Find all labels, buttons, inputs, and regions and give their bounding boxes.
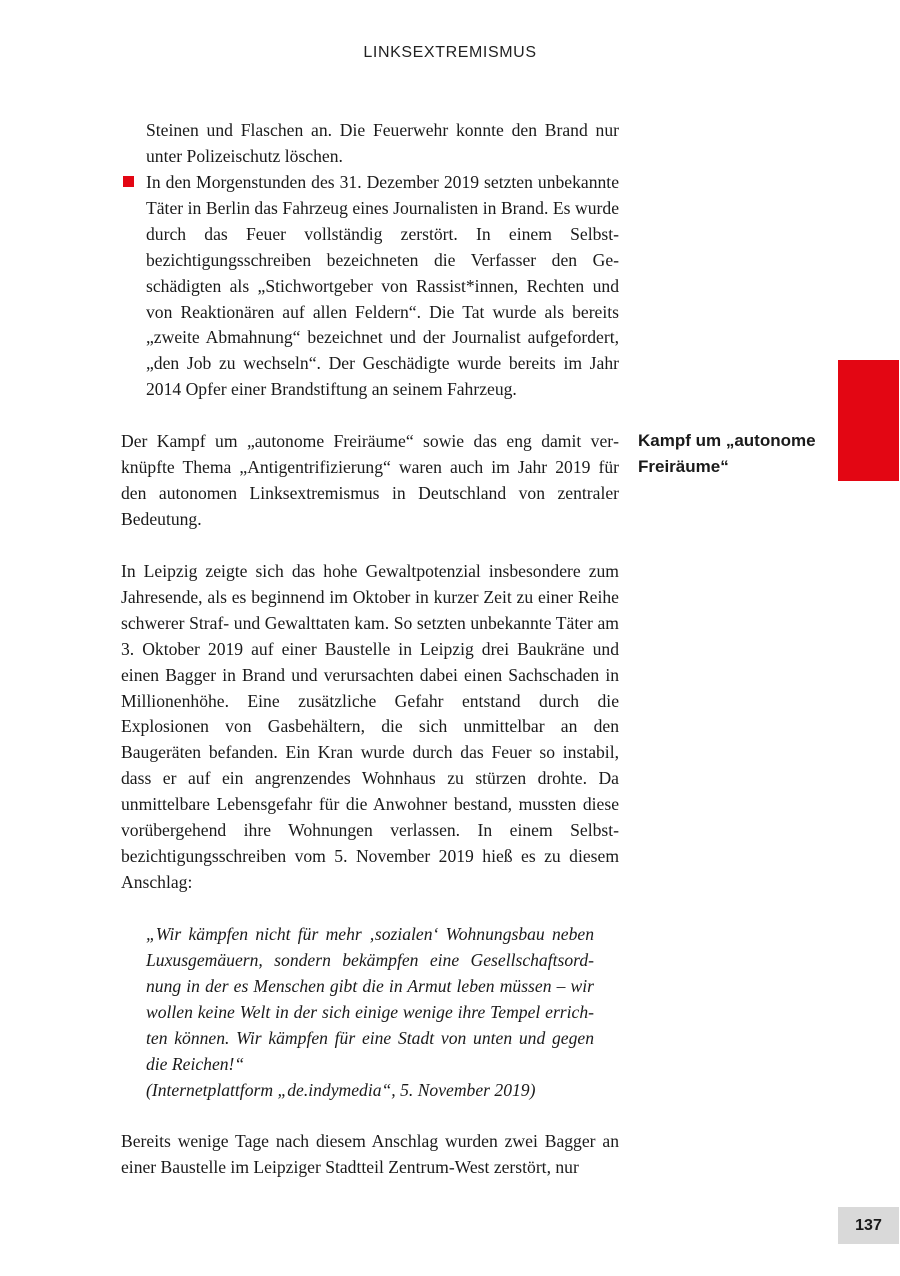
continued-list-item: Steinen und Flaschen an. Die Feuerwehr konnte den Brand nur unter Polizeischutz löschen. xyxy=(146,120,619,166)
body-paragraph-1: Der Kampf um „autonome Freiräume“ sowie das eng damit verknüpfte Thema „Antigentrifizierung“ waren auch im Jahr 2019 für den autonomen Linksextremismus in Deutschland von zentraler Bedeutung. xyxy=(121,431,619,529)
bullet-square-icon xyxy=(123,176,134,187)
chapter-thumb-tab xyxy=(838,360,899,481)
bullet-list-item: In den Morgenstunden des 31. Dezember 2019 setzten unbekannte Täter in Berlin das Fahrzeug eines Journalisten in Brand. Es wurde durch das Feuer vollständig zerstört. In einem Selbstbezichtigungsschreiben bezeichneten die Verfasser den Geschädigten als „Stichwortgeber von Rassist*innen, Rechten und von Reaktionären auf allen Feldern“. Die Tat wurde als bereits „zweite Abmahnung“ bezeichnet und der Journalist aufgefordert, „den Job zu wechseln“. Der Geschädigte wurde bereits im Jahr 2014 Opfer einer Brandstiftung an seinem Fahrzeug. xyxy=(146,172,619,400)
page-number: 137 xyxy=(838,1207,899,1244)
quote-source: (Internetplattform „de.indymedia“, 5. November 2019) xyxy=(146,1080,536,1100)
body-paragraph-3: Bereits wenige Tage nach diesem Anschlag wurden zwei Bagger an einer Baustelle im Leipziger Stadtteil Zentrum-West zerstört, nur xyxy=(121,1131,619,1177)
margin-heading: Kampf um „autonome Freiräume“ xyxy=(638,431,816,476)
block-quote: „Wir kämpfen nicht für mehr ‚sozialen‘ Wohnungsbau neben Luxusgemäuern, sondern bekämpfen eine Gesellschaftsordnung in der es Menschen gibt die in Armut leben müssen – wir wollen keine Welt in der sich einige wenige ihre Tempel errichten können. Wir kämpfen für eine Stadt von unten und gegen die Reichen!“ xyxy=(146,924,594,1074)
running-header: LINKSEXTREMISMUS xyxy=(363,44,537,61)
body-paragraph-2: In Leipzig zeigte sich das hohe Gewaltpotenzial insbesondere zum Jahresende, als es beginnend im Oktober in kurzer Zeit zu einer Reihe schwerer Straf- und Gewalttaten kam. So setzten unbekannte Täter am 3. Oktober 2019 auf einer Baustelle in Leipzig drei Baukräne und einen Bagger in Brand und verursachten dabei einen Sachschaden in Millionenhöhe. Eine zusätzliche Gefahr entstand durch die Explosionen von Gasbehältern, die sich unmittelbar an den Baugeräten befanden. Ein Kran wurde durch das Feuer so instabil, dass er auf ein angrenzendes Wohnhaus zu stürzen drohte. Da unmittelbare Lebensgefahr für die Anwohner bestand, mussten diese vorübergehend ihre Wohnungen verlassen. In einem Selbstbezichtigungsschreiben vom 5. November 2019 hieß es zu diesem Anschlag: xyxy=(121,561,619,892)
